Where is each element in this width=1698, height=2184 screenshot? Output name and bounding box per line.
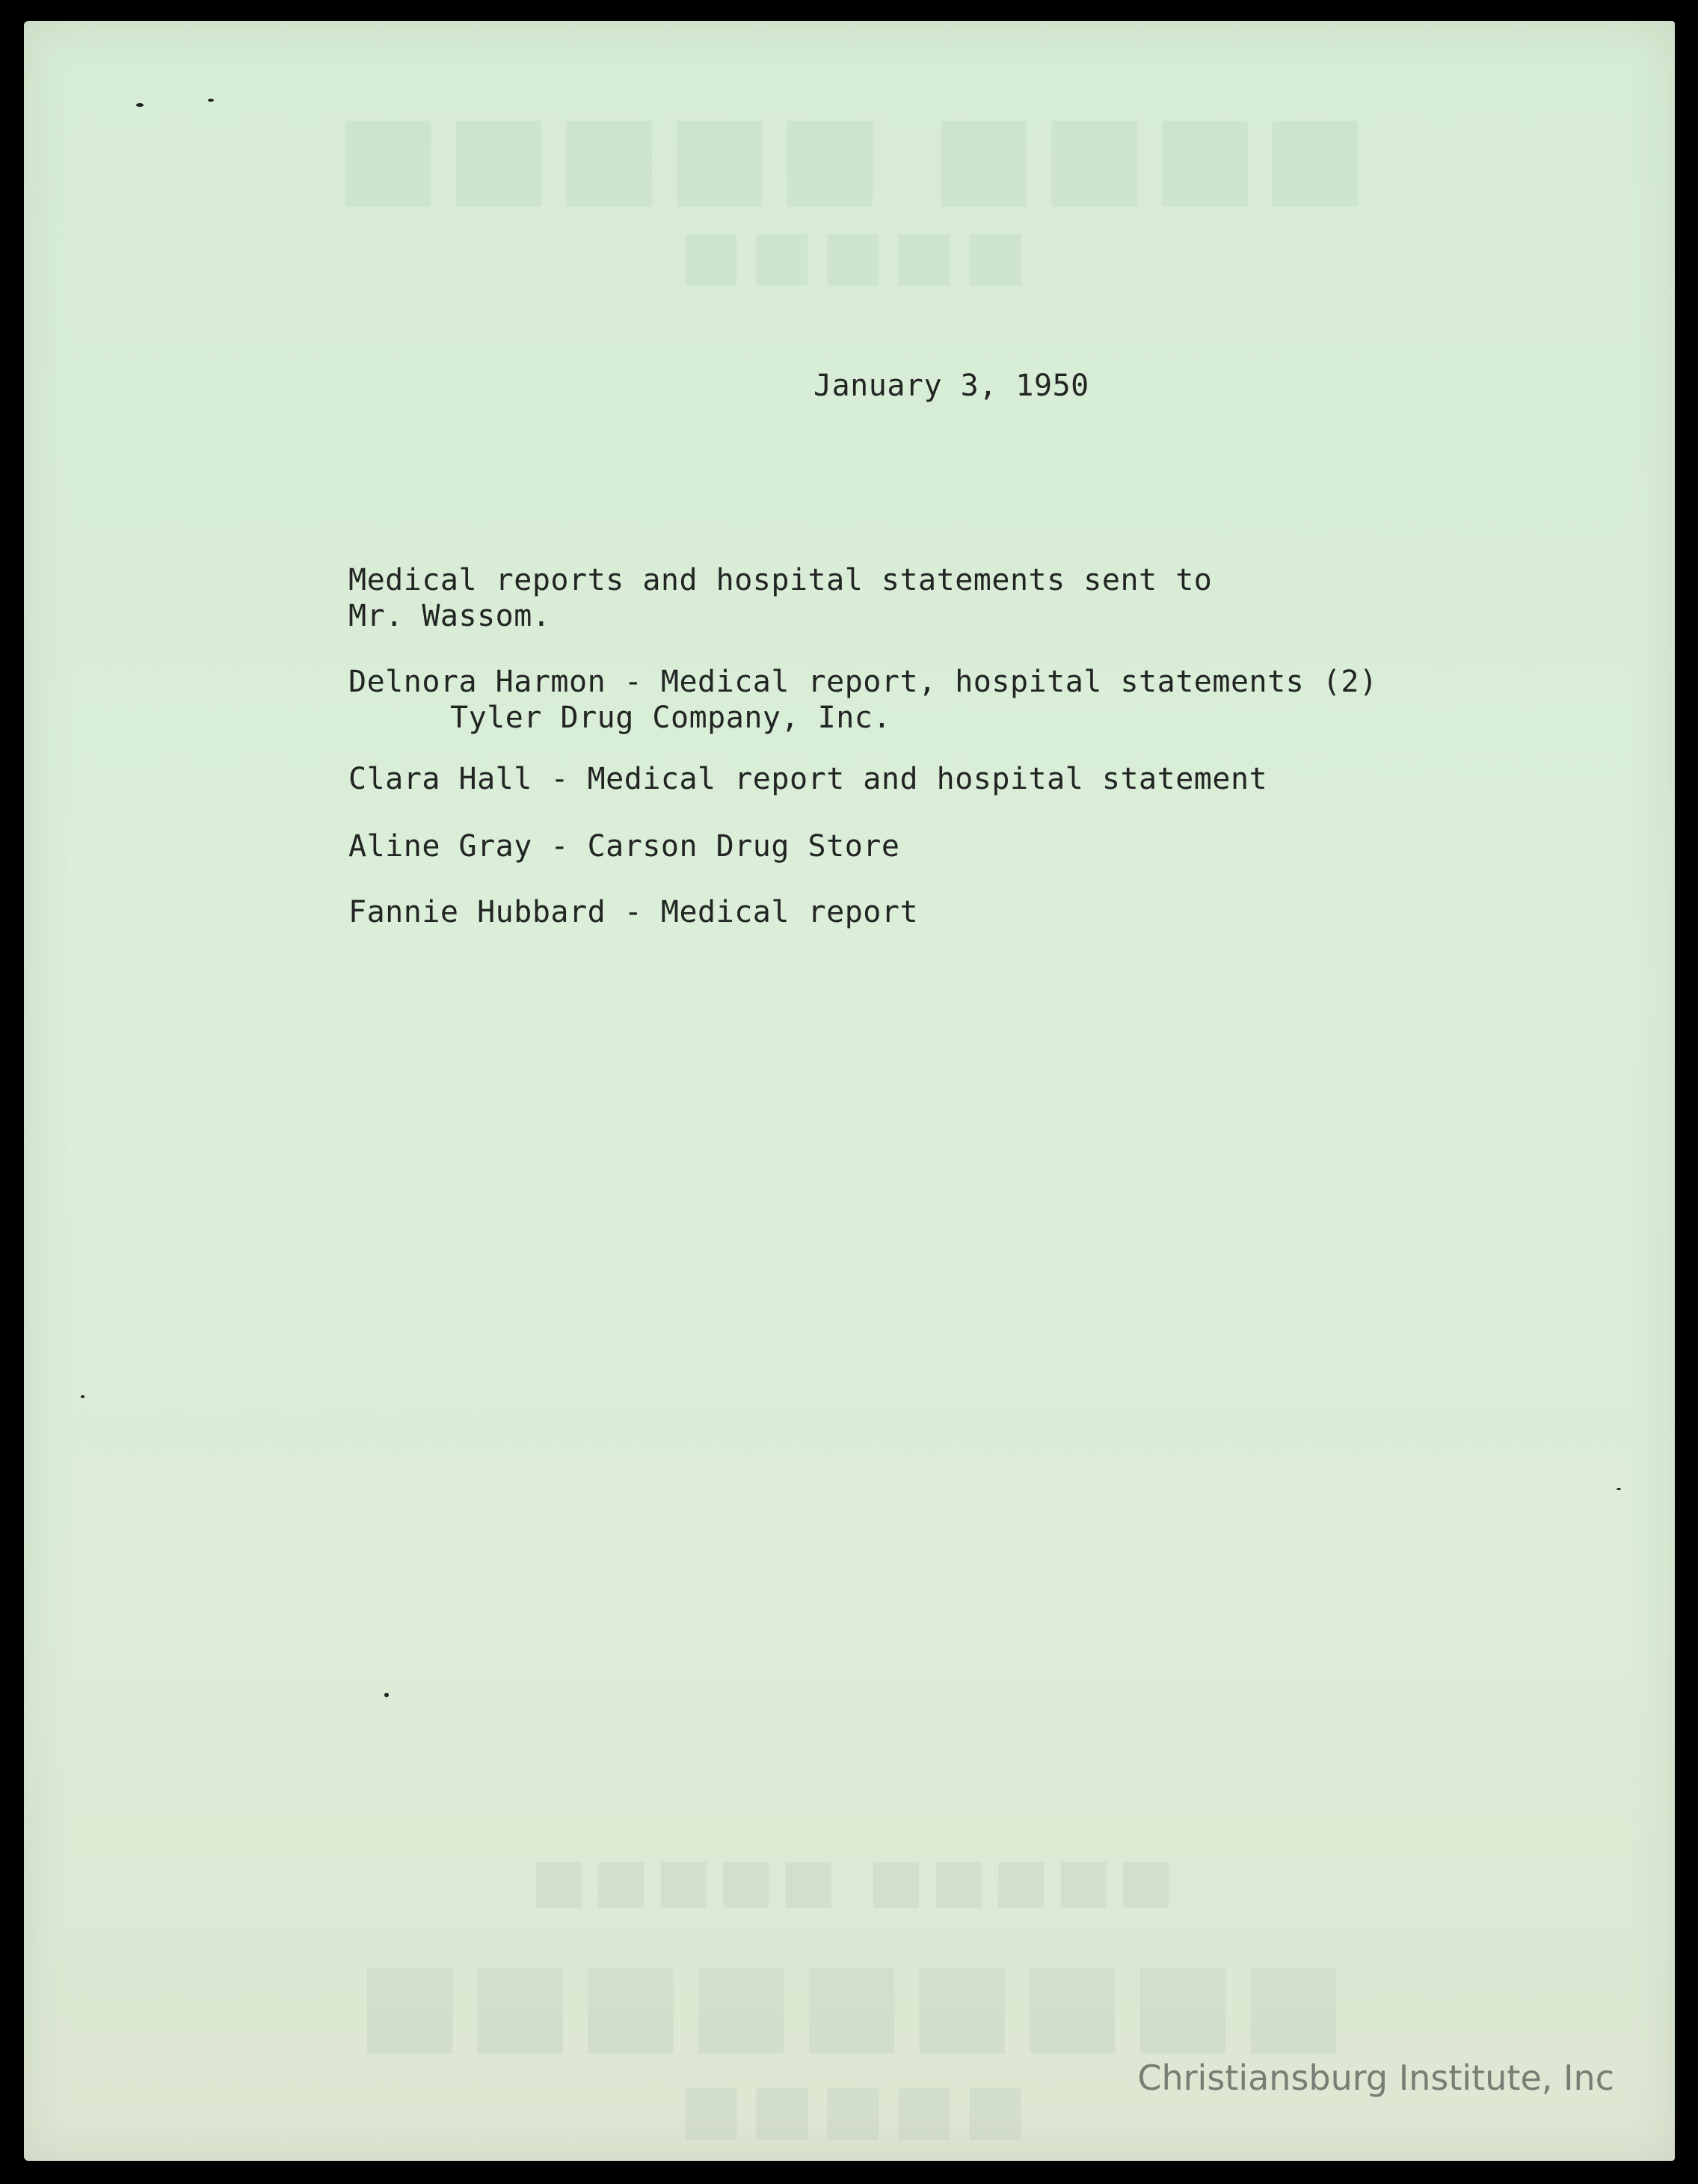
entry-line: Delnora Harmon - Medical report, hospital statements (2) — [348, 665, 1378, 699]
list-item — [348, 828, 899, 864]
letterhead-bleedthrough: ■■■■ ■■■■■ — [330, 88, 1368, 220]
intro-line: Medical reports and hospital statements sent to — [348, 563, 1213, 597]
list-item — [348, 664, 1378, 736]
entry-line: Clara Hall - Medical report and hospital statement — [348, 762, 1268, 796]
intro-line: Mr. Wassom. — [348, 599, 551, 633]
entry-line: Fannie Hubbard - Medical report — [348, 895, 919, 929]
ink-speck — [136, 103, 144, 107]
list-item — [348, 894, 918, 930]
entry-subline: Tyler Drug Company, Inc. — [450, 701, 891, 735]
letterhead-bleedthrough: ■■■■■ — [671, 215, 1027, 294]
paper-sheet — [24, 21, 1675, 2161]
letterhead-bleedthrough: ■■■■■■■■■ — [352, 1935, 1347, 2067]
entry-line: Aline Gray - Carson Drug Store — [348, 829, 900, 864]
document-date: January 3, 1950 — [813, 369, 1089, 403]
ink-speck — [384, 1693, 389, 1697]
letterhead-bleedthrough: ■■■■■ ■■■■■ — [524, 1845, 1175, 1915]
ink-speck — [208, 99, 214, 102]
watermark-text: Christiansburg Institute, Inc — [1137, 2058, 1614, 2098]
list-item — [348, 761, 1267, 797]
ink-speck — [1617, 1488, 1621, 1490]
letterhead-bleedthrough: ■■■■■ — [671, 2070, 1027, 2148]
ink-speck — [81, 1395, 84, 1398]
intro-paragraph — [348, 562, 1212, 634]
